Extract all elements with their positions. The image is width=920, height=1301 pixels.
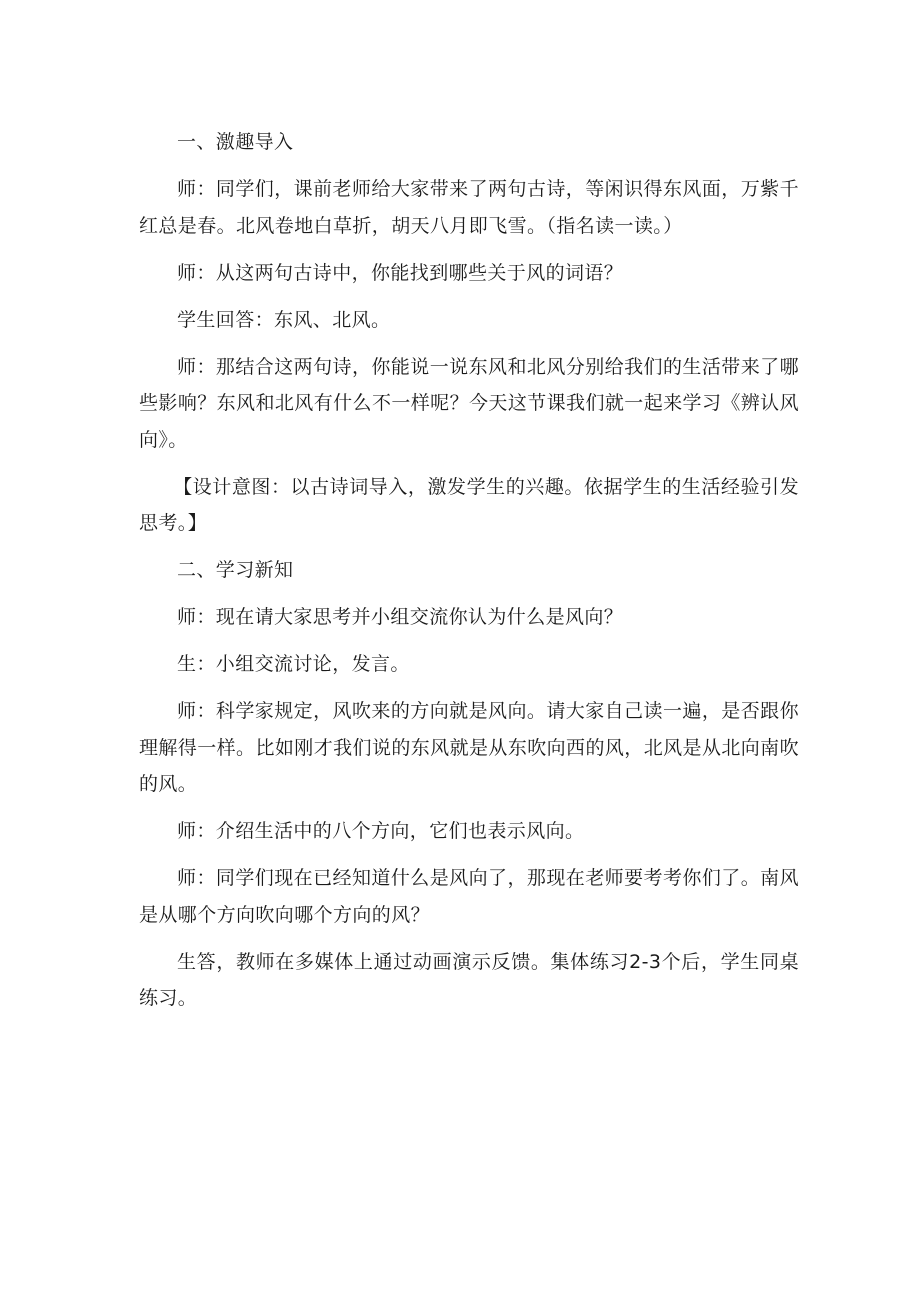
paragraph-design-intent: 【设计意图：以古诗词导入，激发学生的兴趣。依据学生的生活经验引发思考。】 — [139, 475, 799, 534]
section-heading-intro: 一、激趣导入 — [177, 131, 294, 153]
paragraph-teacher-definition: 师：科学家规定，风吹来的方向就是风向。请大家自己读一遍，是否跟你理解得一样。比如刚才我们说的东风就是从东吹向西的风，北风是从北向南吹的风。 — [139, 700, 799, 795]
paragraph-teacher-question: 师：从这两句古诗中，你能找到哪些关于风的词语？ — [177, 261, 624, 284]
paragraph-teacher-discussion: 师：现在请大家思考并小组交流你认为什么是风向？ — [177, 606, 624, 628]
paragraph-teacher-poems: 师：同学们，课前老师给大家带来了两句古诗，等闲识得东风面，万紫千红总是春。北风卷地白草折，胡天八月即飞雪。（指名读一读。） — [139, 178, 799, 237]
section-heading-new-knowledge: 二、学习新知 — [177, 559, 294, 581]
paragraph-student-discussion: 生：小组交流讨论，发言。 — [177, 653, 410, 675]
paragraph-teacher-eight-directions: 师：介绍生活中的八个方向，它们也表示风向。 — [177, 820, 585, 842]
document-body — [139, 124, 799, 1017]
paragraph-student-answer: 学生回答：东风、北风。 — [177, 308, 391, 331]
paragraph-teacher-quiz: 师：同学们现在已经知道什么是风向了，那现在老师要考考你们了。南风是从哪个方向吹向哪个方向的风？ — [139, 867, 799, 926]
paragraph-teacher-introduce-lesson: 师：那结合这两句诗，你能说一说东风和北风分别给我们的生活带来了哪些影响？东风和北风有什么不一样呢？今天这节课我们就一起来学习《辨认风向》。 — [139, 355, 799, 451]
paragraph-student-practice: 生答，教师在多媒体上通过动画演示反馈。集体练习2-3个后，学生同桌练习。 — [139, 950, 799, 1009]
